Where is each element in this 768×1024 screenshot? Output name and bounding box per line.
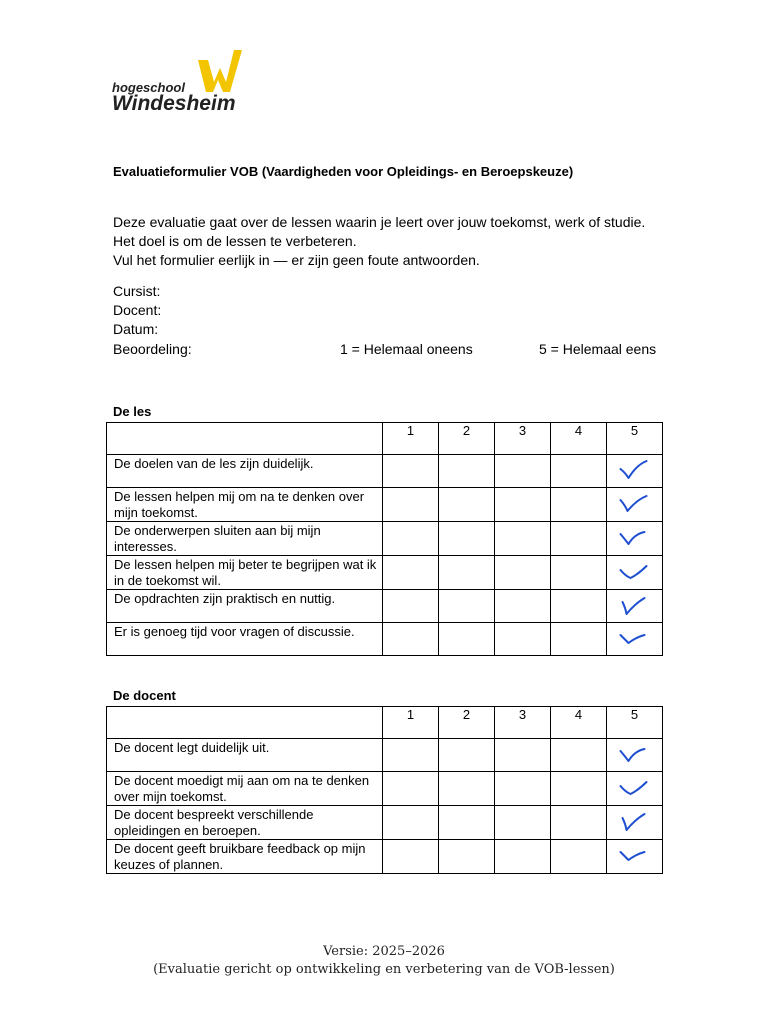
scale-header-1: 1 [383, 707, 439, 739]
field-cursist: Cursist: [113, 283, 161, 299]
rating-cell-4[interactable] [551, 522, 607, 556]
checkmark-icon [607, 739, 662, 771]
rating-cell-3[interactable] [495, 623, 551, 656]
rating-cell-3[interactable] [495, 488, 551, 522]
scale-header-4: 4 [551, 423, 607, 455]
table-header-row [107, 707, 663, 739]
scale-header-5: 5 [607, 707, 663, 739]
rating-cell-1[interactable] [383, 556, 439, 590]
rating-cell-5[interactable] [607, 623, 663, 656]
rating-cell-2[interactable] [439, 590, 495, 623]
statement-text: De docent geeft bruikbare feedback op mijn keuzes of plannen. [107, 840, 383, 874]
rating-cell-3[interactable] [495, 840, 551, 874]
rating-cell-2[interactable] [439, 806, 495, 840]
rating-cell-5[interactable] [607, 806, 663, 840]
checkmark-icon [607, 840, 662, 872]
rating-cell-3[interactable] [495, 739, 551, 772]
rating-cell-4[interactable] [551, 590, 607, 623]
rating-table-de-docent [106, 706, 663, 874]
section-title-de-docent: De docent [113, 688, 176, 703]
rating-cell-2[interactable] [439, 488, 495, 522]
scale-header-5: 5 [607, 423, 663, 455]
scale-header-4: 4 [551, 707, 607, 739]
header-blank-cell [107, 707, 383, 739]
rating-cell-5[interactable] [607, 556, 663, 590]
rating-cell-2[interactable] [439, 772, 495, 806]
checkmark-icon [607, 590, 662, 622]
checkmark-icon [607, 806, 662, 838]
logo-text-windesheim: Windesheim [112, 92, 236, 115]
footer-note: (Evaluatie gericht op ontwikkeling en verbetering van de VOB-lessen) [153, 962, 615, 977]
checkmark-icon [607, 772, 662, 804]
rating-cell-1[interactable] [383, 455, 439, 488]
rating-cell-2[interactable] [439, 455, 495, 488]
intro-line: Deze evaluatie gaat over de lessen waarin je leert over jouw toekomst, werk of studie. [113, 214, 646, 230]
rating-cell-4[interactable] [551, 455, 607, 488]
table-row [107, 590, 663, 623]
scale-header-3: 3 [495, 423, 551, 455]
rating-cell-4[interactable] [551, 739, 607, 772]
statement-text: De lessen helpen mij beter te begrijpen wat ik in de toekomst wil. [107, 556, 383, 590]
intro-line: Vul het formulier eerlijk in — er zijn geen foute antwoorden. [113, 252, 480, 268]
rating-cell-3[interactable] [495, 455, 551, 488]
checkmark-icon [607, 488, 662, 520]
rating-cell-3[interactable] [495, 522, 551, 556]
rating-cell-3[interactable] [495, 556, 551, 590]
table-header-row [107, 423, 663, 455]
rating-cell-4[interactable] [551, 623, 607, 656]
header-blank-cell [107, 423, 383, 455]
table-row [107, 623, 663, 656]
rating-cell-5[interactable] [607, 590, 663, 623]
field-beoordeling: Beoordeling: [113, 341, 192, 357]
rating-cell-3[interactable] [495, 590, 551, 623]
rating-cell-2[interactable] [439, 623, 495, 656]
checkmark-icon [607, 556, 662, 588]
rating-cell-5[interactable] [607, 522, 663, 556]
rating-cell-1[interactable] [383, 840, 439, 874]
rating-cell-5[interactable] [607, 772, 663, 806]
field-datum: Datum: [113, 321, 159, 337]
rating-cell-2[interactable] [439, 840, 495, 874]
rating-cell-1[interactable] [383, 623, 439, 656]
rating-cell-1[interactable] [383, 806, 439, 840]
rating-cell-5[interactable] [607, 488, 663, 522]
table-row [107, 840, 663, 874]
rating-cell-1[interactable] [383, 488, 439, 522]
statement-text: De docent bespreekt verschillende opleidingen en beroepen. [107, 806, 383, 840]
windesheim-logo [112, 46, 252, 116]
statement-text: De doelen van de les zijn duidelijk. [107, 455, 383, 488]
rating-cell-3[interactable] [495, 806, 551, 840]
form-title: Evaluatieformulier VOB (Vaardigheden voor Opleidings- en Beroepskeuze) [113, 164, 574, 179]
table-row [107, 488, 663, 522]
table-row [107, 739, 663, 772]
windesheim-w-logo-icon [196, 46, 244, 94]
rating-cell-2[interactable] [439, 556, 495, 590]
statement-text: De docent legt duidelijk uit. [107, 739, 383, 772]
rating-cell-1[interactable] [383, 739, 439, 772]
checkmark-icon [607, 522, 662, 554]
table-row [107, 556, 663, 590]
rating-cell-2[interactable] [439, 522, 495, 556]
statement-text: De opdrachten zijn praktisch en nuttig. [107, 590, 383, 623]
section-title-de-les: De les [113, 404, 152, 419]
table-row [107, 455, 663, 488]
scale-header-1: 1 [383, 423, 439, 455]
scale-header-3: 3 [495, 707, 551, 739]
rating-cell-4[interactable] [551, 772, 607, 806]
rating-cell-4[interactable] [551, 556, 607, 590]
statement-text: De docent moedigt mij aan om na te denken over mijn toekomst. [107, 772, 383, 806]
rating-cell-2[interactable] [439, 739, 495, 772]
checkmark-icon [607, 455, 662, 487]
rating-cell-1[interactable] [383, 522, 439, 556]
scale-header-2: 2 [439, 423, 495, 455]
table-row [107, 806, 663, 840]
statement-text: De onderwerpen sluiten aan bij mijn interesses. [107, 522, 383, 556]
scale-low-label: 1 = Helemaal oneens [340, 341, 473, 357]
footer-version: Versie: 2025–2026 [323, 944, 445, 959]
table-row [107, 772, 663, 806]
checkmark-icon [607, 623, 662, 655]
rating-cell-1[interactable] [383, 772, 439, 806]
rating-cell-4[interactable] [551, 840, 607, 874]
rating-cell-1[interactable] [383, 590, 439, 623]
statement-text: Er is genoeg tijd voor vragen of discussie. [107, 623, 383, 656]
scale-high-label: 5 = Helemaal eens [539, 341, 657, 357]
rating-cell-4[interactable] [551, 488, 607, 522]
table-row [107, 522, 663, 556]
scale-header-2: 2 [439, 707, 495, 739]
statement-text: De lessen helpen mij om na te denken over mijn toekomst. [107, 488, 383, 522]
intro-line: Het doel is om de lessen te verbeteren. [113, 233, 357, 249]
rating-cell-5[interactable] [607, 739, 663, 772]
rating-table-de-les [106, 422, 663, 656]
rating-cell-5[interactable] [607, 840, 663, 874]
rating-cell-3[interactable] [495, 772, 551, 806]
intro-text [113, 213, 645, 270]
rating-cell-5[interactable] [607, 455, 663, 488]
field-docent: Docent: [113, 302, 162, 318]
logo-text-hogeschool: hogeschool [112, 80, 185, 95]
rating-cell-4[interactable] [551, 806, 607, 840]
